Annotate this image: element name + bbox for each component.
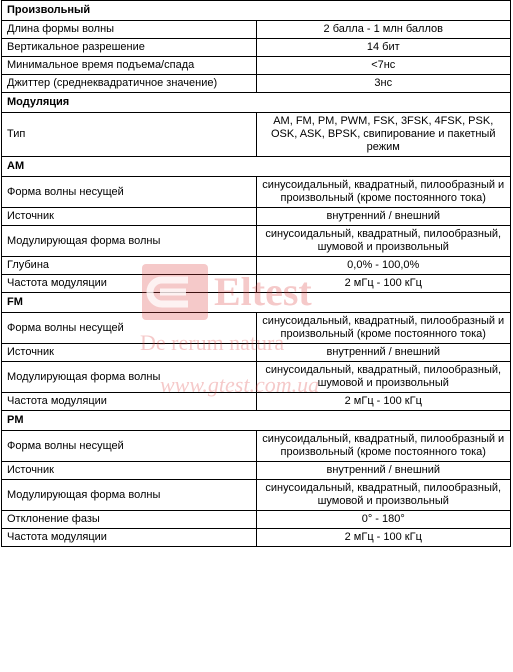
param-value: 2 мГц - 100 кГц [256, 275, 511, 293]
spec-table [1, 0, 511, 547]
table-row [2, 362, 511, 393]
param-value: <7нс [256, 57, 511, 75]
param-value: AM, FM, PM, PWM, FSK, 3FSK, 4FSK, PSK, OSK, ASK, BPSK, свипирование и пакетный режим [256, 113, 511, 157]
param-value: синусоидальный, квадратный, пилообразный и произвольный (кроме постоянного тока) [256, 431, 511, 462]
table-row [2, 75, 511, 93]
param-label: Частота модуляции [2, 529, 257, 547]
param-value: внутренний / внешний [256, 462, 511, 480]
param-value: 0,0% - 100,0% [256, 257, 511, 275]
param-label: Модулирующая форма волны [2, 226, 257, 257]
param-label: Отклонение фазы [2, 511, 257, 529]
param-value: синусоидальный, квадратный, пилообразный и произвольный (кроме постоянного тока) [256, 313, 511, 344]
watermark-brand: Eltest [214, 269, 312, 314]
section-title: Модуляция [2, 93, 511, 113]
param-label: Джиттер (среднеквадратичное значение) [2, 75, 257, 93]
param-value: 14 бит [256, 39, 511, 57]
table-row [2, 226, 511, 257]
table-row [2, 313, 511, 344]
param-label: Частота модуляции [2, 275, 257, 293]
param-label: Длина формы волны [2, 21, 257, 39]
param-label: Глубина [2, 257, 257, 275]
param-label: Источник [2, 344, 257, 362]
table-row [2, 21, 511, 39]
table-row [2, 275, 511, 293]
param-value: синусоидальный, квадратный, пилообразный, шумовой и произвольный [256, 480, 511, 511]
table-row [2, 39, 511, 57]
section-title: PM [2, 411, 511, 431]
table-row [2, 393, 511, 411]
param-value: внутренний / внешний [256, 208, 511, 226]
section-header [2, 1, 511, 21]
table-row [2, 113, 511, 157]
table-row [2, 529, 511, 547]
watermark-motto: De rerum natura [140, 330, 285, 355]
param-label: Модулирующая форма волны [2, 480, 257, 511]
param-label: Форма волны несущей [2, 431, 257, 462]
section-title: AM [2, 157, 511, 177]
section-title: FM [2, 293, 511, 313]
section-title: Произвольный [2, 1, 511, 21]
param-label: Форма волны несущей [2, 177, 257, 208]
section-header [2, 293, 511, 313]
param-value: синусоидальный, квадратный, пилообразный и произвольный (кроме постоянного тока) [256, 177, 511, 208]
watermark-url: www.gtest.com.ua [160, 372, 320, 397]
param-value: 2 балла - 1 млн баллов [256, 21, 511, 39]
param-label: Вертикальное разрешение [2, 39, 257, 57]
param-label: Тип [2, 113, 257, 157]
table-row [2, 208, 511, 226]
table-row [2, 257, 511, 275]
table-row [2, 480, 511, 511]
section-header [2, 93, 511, 113]
param-value: 2 мГц - 100 кГц [256, 529, 511, 547]
param-value: внутренний / внешний [256, 344, 511, 362]
table-row [2, 57, 511, 75]
param-value: синусоидальный, квадратный, пилообразный, шумовой и произвольный [256, 226, 511, 257]
table-row [2, 344, 511, 362]
table-row [2, 462, 511, 480]
param-label: Частота модуляции [2, 393, 257, 411]
section-header [2, 157, 511, 177]
param-value: синусоидальный, квадратный, пилообразный, шумовой и произвольный [256, 362, 511, 393]
table-row [2, 511, 511, 529]
param-label: Модулирующая форма волны [2, 362, 257, 393]
param-value: 2 мГц - 100 кГц [256, 393, 511, 411]
param-label: Минимальное время подъема/спада [2, 57, 257, 75]
table-row [2, 431, 511, 462]
param-label: Источник [2, 462, 257, 480]
param-value: 3нс [256, 75, 511, 93]
table-row [2, 177, 511, 208]
param-label: Форма волны несущей [2, 313, 257, 344]
param-label: Источник [2, 208, 257, 226]
section-header [2, 411, 511, 431]
param-value: 0° - 180° [256, 511, 511, 529]
